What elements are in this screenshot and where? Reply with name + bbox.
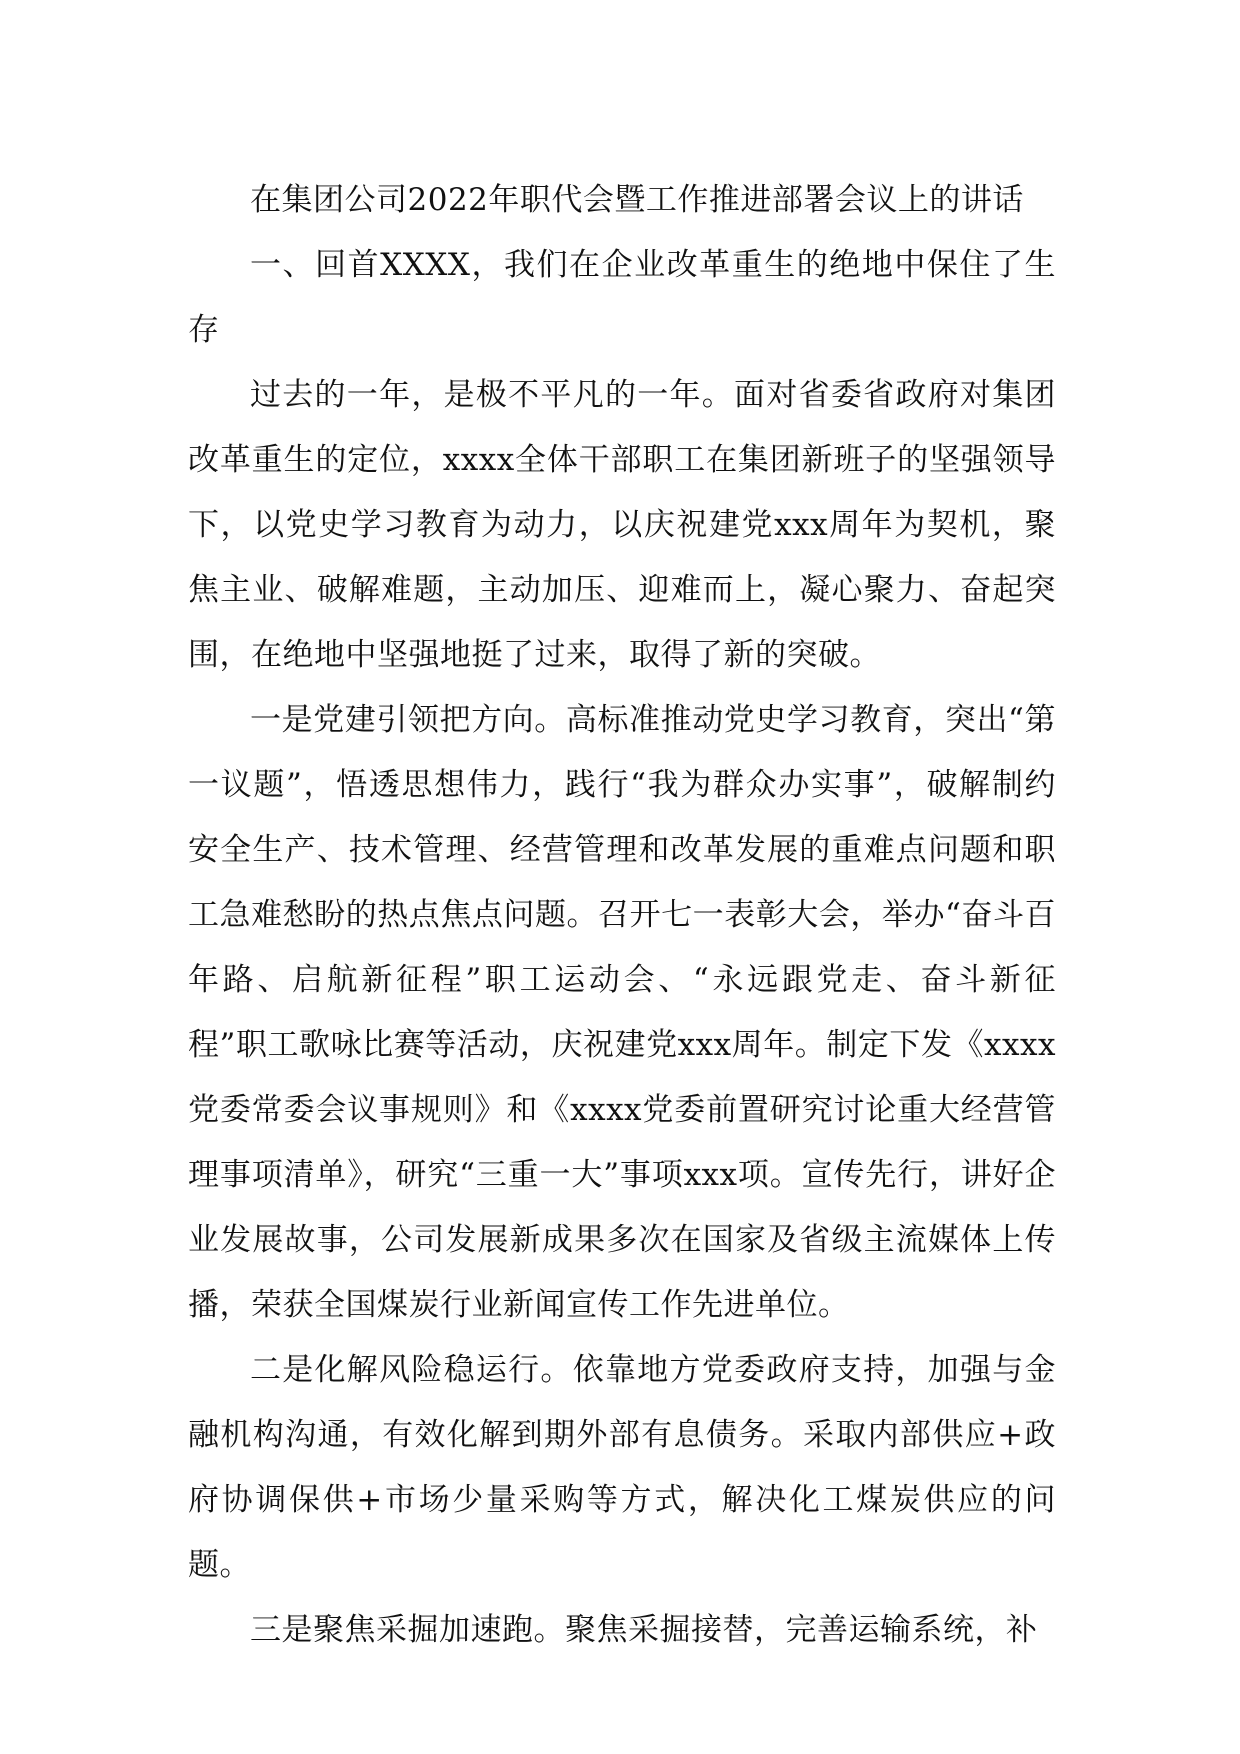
paragraph-3: 二是化解风险稳运行。依靠地方党委政府支持，加强与金融机构沟通，有效化解到期外部有息债务。采取内部供应+政府协调保供+市场少量采购等方式，解决化工煤炭供应的问题。	[188, 1352, 1056, 1583]
section-heading: 一、回首XXXX，我们在企业改革重生的绝地中保住了生存	[188, 247, 1056, 348]
paragraph-4: 三是聚焦采掘加速跑。聚焦采掘接替，完善运输系统，补	[250, 1612, 1038, 1648]
document-title: 在集团公司2022年职代会暨工作推进部署会议上的讲话	[250, 182, 1024, 218]
document-body	[188, 168, 1056, 1663]
paragraph-2: 一是党建引领把方向。高标准推动党史学习教育，突出“第一议题”，悟透思想伟力，践行“我为群众办实事”，破解制约安全生产、技术管理、经营管理和改革发展的重难点问题和职工急难愁盼的热点焦点问题。召开七一表彰大会，举办“奋斗百年路、启航新征程”职工运动会、“永远跟党走、奋斗新征程”职工歌咏比赛等活动，庆祝建党xxx周年。制定下发《xxxx党委常委会议事规则》和《xxxx党委前置研究讨论重大经营管理事项清单》，研究“三重一大”事项xxx项。宣传先行，讲好企业发展故事，公司发展新成果多次在国家及省级主流媒体上传播，荣获全国煤炭行业新闻宣传工作先进单位。	[188, 702, 1056, 1323]
paragraph-1: 过去的一年，是极不平凡的一年。面对省委省政府对集团改革重生的定位，xxxx全体干部职工在集团新班子的坚强领导下，以党史学习教育为动力，以庆祝建党xxx周年为契机，聚焦主业、破解难题，主动加压、迎难而上，凝心聚力、奋起突围，在绝地中坚强地挺了过来，取得了新的突破。	[188, 377, 1056, 673]
